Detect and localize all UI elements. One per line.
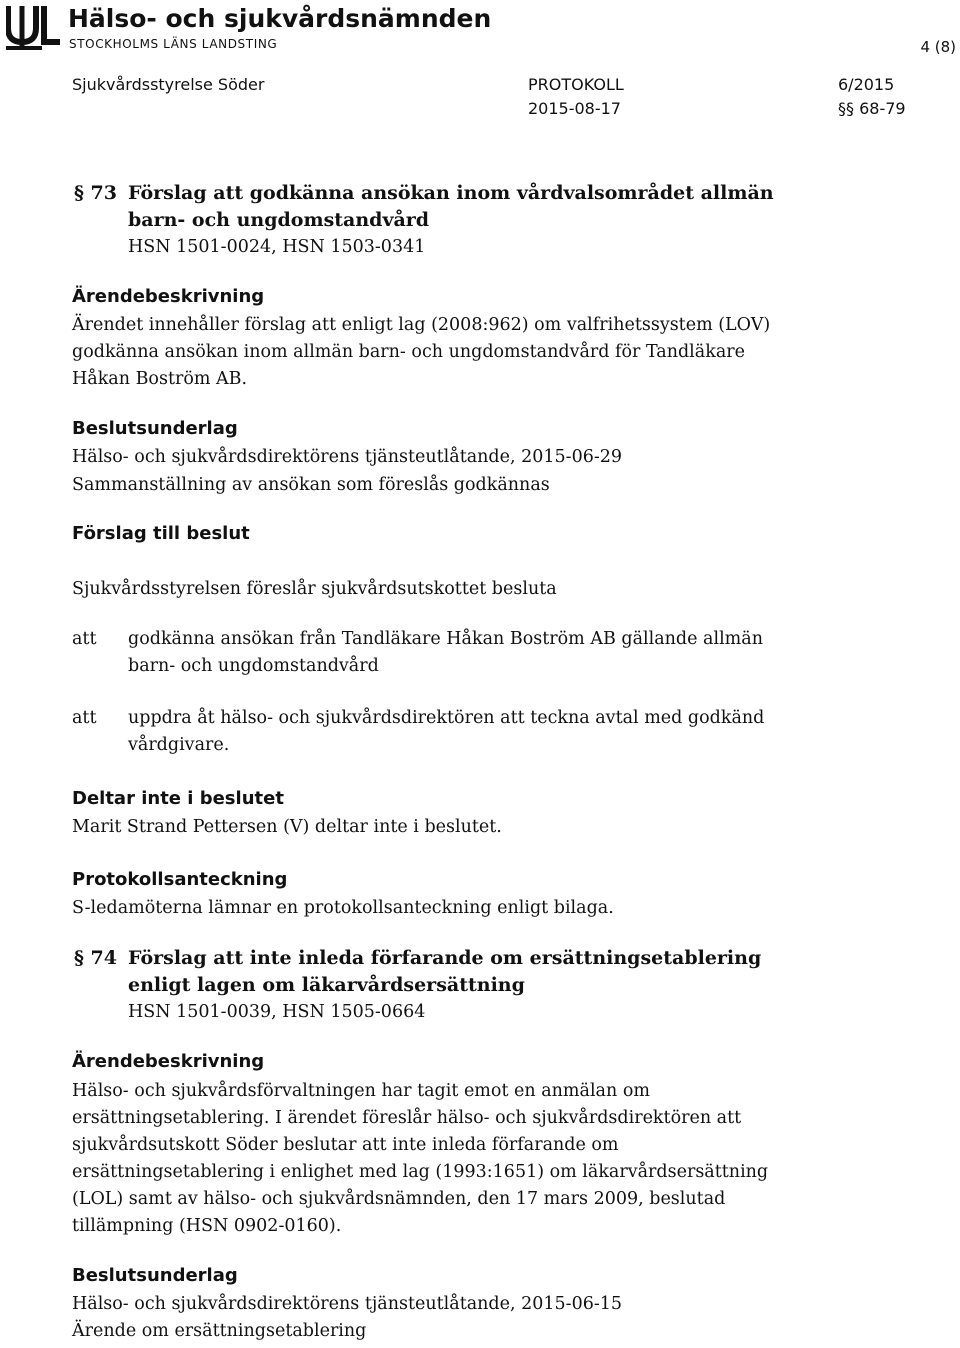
document-header — [0, 0, 960, 140]
section-73-heading — [74, 180, 774, 257]
att-text-line: barn- och ungdomstandvård — [128, 656, 379, 676]
body-text-line: tillämpning (HSN 0902-0160). — [72, 1216, 342, 1236]
landsting-logo-icon — [6, 2, 62, 52]
page-number: 4 (8) — [920, 38, 956, 56]
section-title-line: Förslag att inte inleda förfarande om ersättningsetablering — [128, 947, 762, 969]
paragraph-range: §§ 68-79 — [838, 99, 906, 118]
subheading-arendebeskrivning: Ärendebeskrivning — [72, 286, 265, 307]
section-number: § 74 — [74, 947, 117, 969]
body-text-line: Sammanställning av ansökan som föreslås godkännas — [72, 475, 550, 495]
doc-type: PROTOKOLL — [528, 75, 624, 94]
subheading-forslag-till-beslut: Förslag till beslut — [72, 523, 250, 544]
subheading-arendebeskrivning: Ärendebeskrivning — [72, 1051, 265, 1072]
body-text-line: godkänna ansökan inom allmän barn- och ungdomstandvård för Tandläkare — [72, 342, 745, 362]
case-reference: HSN 1501-0039, HSN 1505-0664 — [128, 1002, 426, 1022]
subheading-protokollsanteckning: Protokollsanteckning — [72, 869, 288, 890]
body-text-line: (LOL) samt av hälso- och sjukvårdsnämnden, den 17 mars 2009, beslutad — [72, 1189, 726, 1209]
att-label: att — [72, 629, 97, 649]
att-text-line: vårdgivare. — [128, 735, 230, 755]
body-text-line: Ärende om ersättningsetablering — [72, 1321, 367, 1341]
org-name: Hälso- och sjukvårdsnämnden — [68, 4, 492, 33]
section-74-heading — [74, 945, 762, 1022]
subheading-beslutsunderlag: Beslutsunderlag — [72, 418, 238, 439]
body-text-line: Marit Strand Pettersen (V) deltar inte i beslutet. — [72, 817, 502, 837]
body-text-line: Ärendet innehåller förslag att enligt lag (2008:962) om valfrihetssystem (LOV) — [72, 315, 771, 335]
body-text-line: ersättningsetablering i enlighet med lag (1993:1651) om läkarvårdsersättning — [72, 1162, 769, 1182]
body-text-line: Hälso- och sjukvårdsförvaltningen har tagit emot en anmälan om — [72, 1081, 650, 1101]
body-text-line: ersättningsetablering. I ärendet föreslår hälso- och sjukvårdsdirektören att — [72, 1108, 742, 1128]
att-text-line: godkänna ansökan från Tandläkare Håkan Boström AB gällande allmän — [128, 629, 763, 649]
body-text-line: S-ledamöterna lämnar en protokollsanteckning enligt bilaga. — [72, 898, 614, 918]
body-text-line: Hälso- och sjukvårdsdirektörens tjänsteutlåtande, 2015-06-29 — [72, 447, 623, 467]
unit-name: Sjukvårdsstyrelse Söder — [72, 75, 265, 94]
section-title-line: Förslag att godkänna ansökan inom vårdvalsområdet allmän — [128, 182, 774, 204]
section-title-line: barn- och ungdomstandvård — [128, 209, 430, 231]
section-number: § 73 — [74, 182, 117, 204]
subheading-deltar-inte: Deltar inte i beslutet — [72, 788, 284, 809]
att-label: att — [72, 708, 97, 728]
body-text-line: Håkan Boström AB. — [72, 369, 248, 389]
doc-number: 6/2015 — [838, 75, 895, 94]
section-title-line: enligt lagen om läkarvårdsersättning — [128, 974, 525, 996]
subheading-beslutsunderlag: Beslutsunderlag — [72, 1265, 238, 1286]
body-text-line: sjukvårdsutskott Söder beslutar att inte inleda förfarande om — [72, 1135, 619, 1155]
body-text-line: Sjukvårdsstyrelsen föreslår sjukvårdsutskottet besluta — [72, 579, 557, 599]
meeting-date: 2015-08-17 — [528, 99, 621, 118]
org-subtitle: STOCKHOLMS LÄNS LANDSTING — [69, 37, 278, 51]
case-reference: HSN 1501-0024, HSN 1503-0341 — [128, 237, 426, 257]
att-text-line: uppdra åt hälso- och sjukvårdsdirektören att teckna avtal med godkänd — [128, 708, 765, 728]
body-text-line: Hälso- och sjukvårdsdirektörens tjänsteutlåtande, 2015-06-15 — [72, 1294, 623, 1314]
